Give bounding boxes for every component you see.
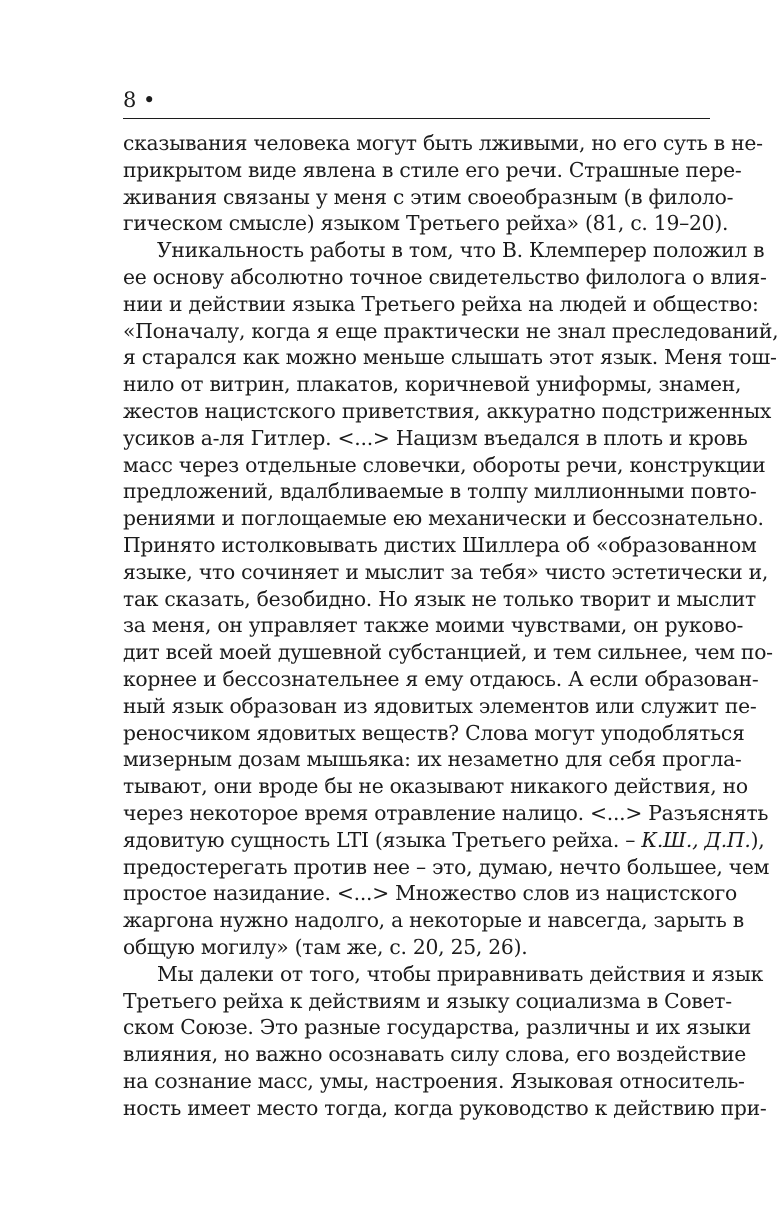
page-header	[123, 84, 710, 119]
text-line: тывают, они вроде бы не оказывают никакого действия, но	[123, 774, 748, 799]
italic-initials: К.Ш., Д.П.	[641, 827, 751, 852]
text-line: прикрытом виде явлена в стиле его речи. Страшные пере-	[123, 157, 742, 182]
text-line: за меня, он управляет также моими чувствами, он руково-	[123, 613, 744, 638]
text-line: ный язык образован из ядовитых элементов или служит пе-	[123, 693, 757, 718]
text-line: так сказать, безобидно. Но язык не только творит и мыслит	[123, 586, 756, 611]
text-line: ее основу абсолютно точное свидетельство филолога о влия-	[123, 264, 767, 289]
text-line: предложений, вдалбливаемые в толпу миллионными повто-	[123, 479, 757, 504]
text-line: реносчиком ядовитых веществ? Слова могут уподобляться	[123, 720, 745, 745]
text-line: простое назидание. <...> Множество слов из нацистского	[123, 881, 737, 906]
text-line: корнее и бессознательнее я ему отдаюсь. А если образован-	[123, 666, 759, 691]
text-line: ядовитую сущность LTI (языка Третьего рейха. – К.Ш., Д.П.),	[123, 827, 765, 852]
text-line: «Поначалу, когда я еще практически не знал преследований,	[123, 318, 779, 343]
text-line: Мы далеки от того, чтобы приравнивать действия и язык	[157, 961, 764, 986]
text-line: жестов нацистского приветствия, аккуратно подстриженных	[123, 398, 772, 423]
text-line: Уникальность работы в том, что В. Клемперер положил в	[157, 238, 765, 263]
text-line: дит всей моей душевной субстанцией, и тем сильнее, чем по-	[123, 640, 773, 665]
text-line: гическом смысле) языком Третьего рейха» (81, с. 19–20).	[123, 211, 729, 236]
body-text	[123, 130, 779, 1121]
text-line: живания связаны у меня с этим своеобразным (в филоло-	[123, 184, 734, 209]
text-line: через некоторое время отравление налицо. <...> Разъяснять	[123, 800, 769, 825]
text-line: масс через отдельные словечки, обороты речи, конструкции	[123, 452, 766, 477]
text-line: влияния, но важно осознавать силу слова, его воздействие	[123, 1042, 747, 1067]
text-line: языке, что сочиняет и мыслит за тебя» чисто эстетически и,	[123, 559, 769, 584]
text-line: предостерегать против нее – это, думаю, нечто большее, чем	[123, 854, 770, 879]
text-line: на сознание масс, умы, настроения. Языковая относитель-	[123, 1068, 745, 1093]
text-line: ском Союзе. Это разные государства, различны и их языки	[123, 1015, 751, 1040]
text-line: жаргона нужно надолго, а некоторые и навсегда, зарыть в	[123, 908, 744, 933]
text-line: сказывания человека могут быть лживыми, но его суть в не-	[123, 131, 763, 155]
text-line: нило от витрин, плакатов, коричневой униформы, знамен,	[123, 372, 742, 397]
text-line: нии и действии языка Третьего рейха на людей и общество:	[123, 291, 759, 316]
text-line: рениями и поглощаемые ею механически и бессознательно.	[123, 506, 764, 531]
text-line: Принято истолковывать дистих Шиллера об «образованном	[123, 532, 757, 557]
text-line: Третьего рейха к действиям и языку социализма в Совет-	[123, 988, 732, 1013]
text-line: я старался как можно меньше слышать этот язык. Меня тош-	[123, 345, 777, 370]
text-line: мизерным дозам мышьяка: их незаметно для себя прогла-	[123, 747, 742, 772]
page-number: 8 •	[123, 88, 156, 112]
text-line: общую могилу» (там же, с. 20, 25, 26).	[123, 934, 528, 959]
text-line: усиков а-ля Гитлер. <...> Нацизм въедался в плоть и кровь	[123, 425, 748, 450]
text-line: ность имеет место тогда, когда руководство к действию при-	[123, 1095, 767, 1120]
